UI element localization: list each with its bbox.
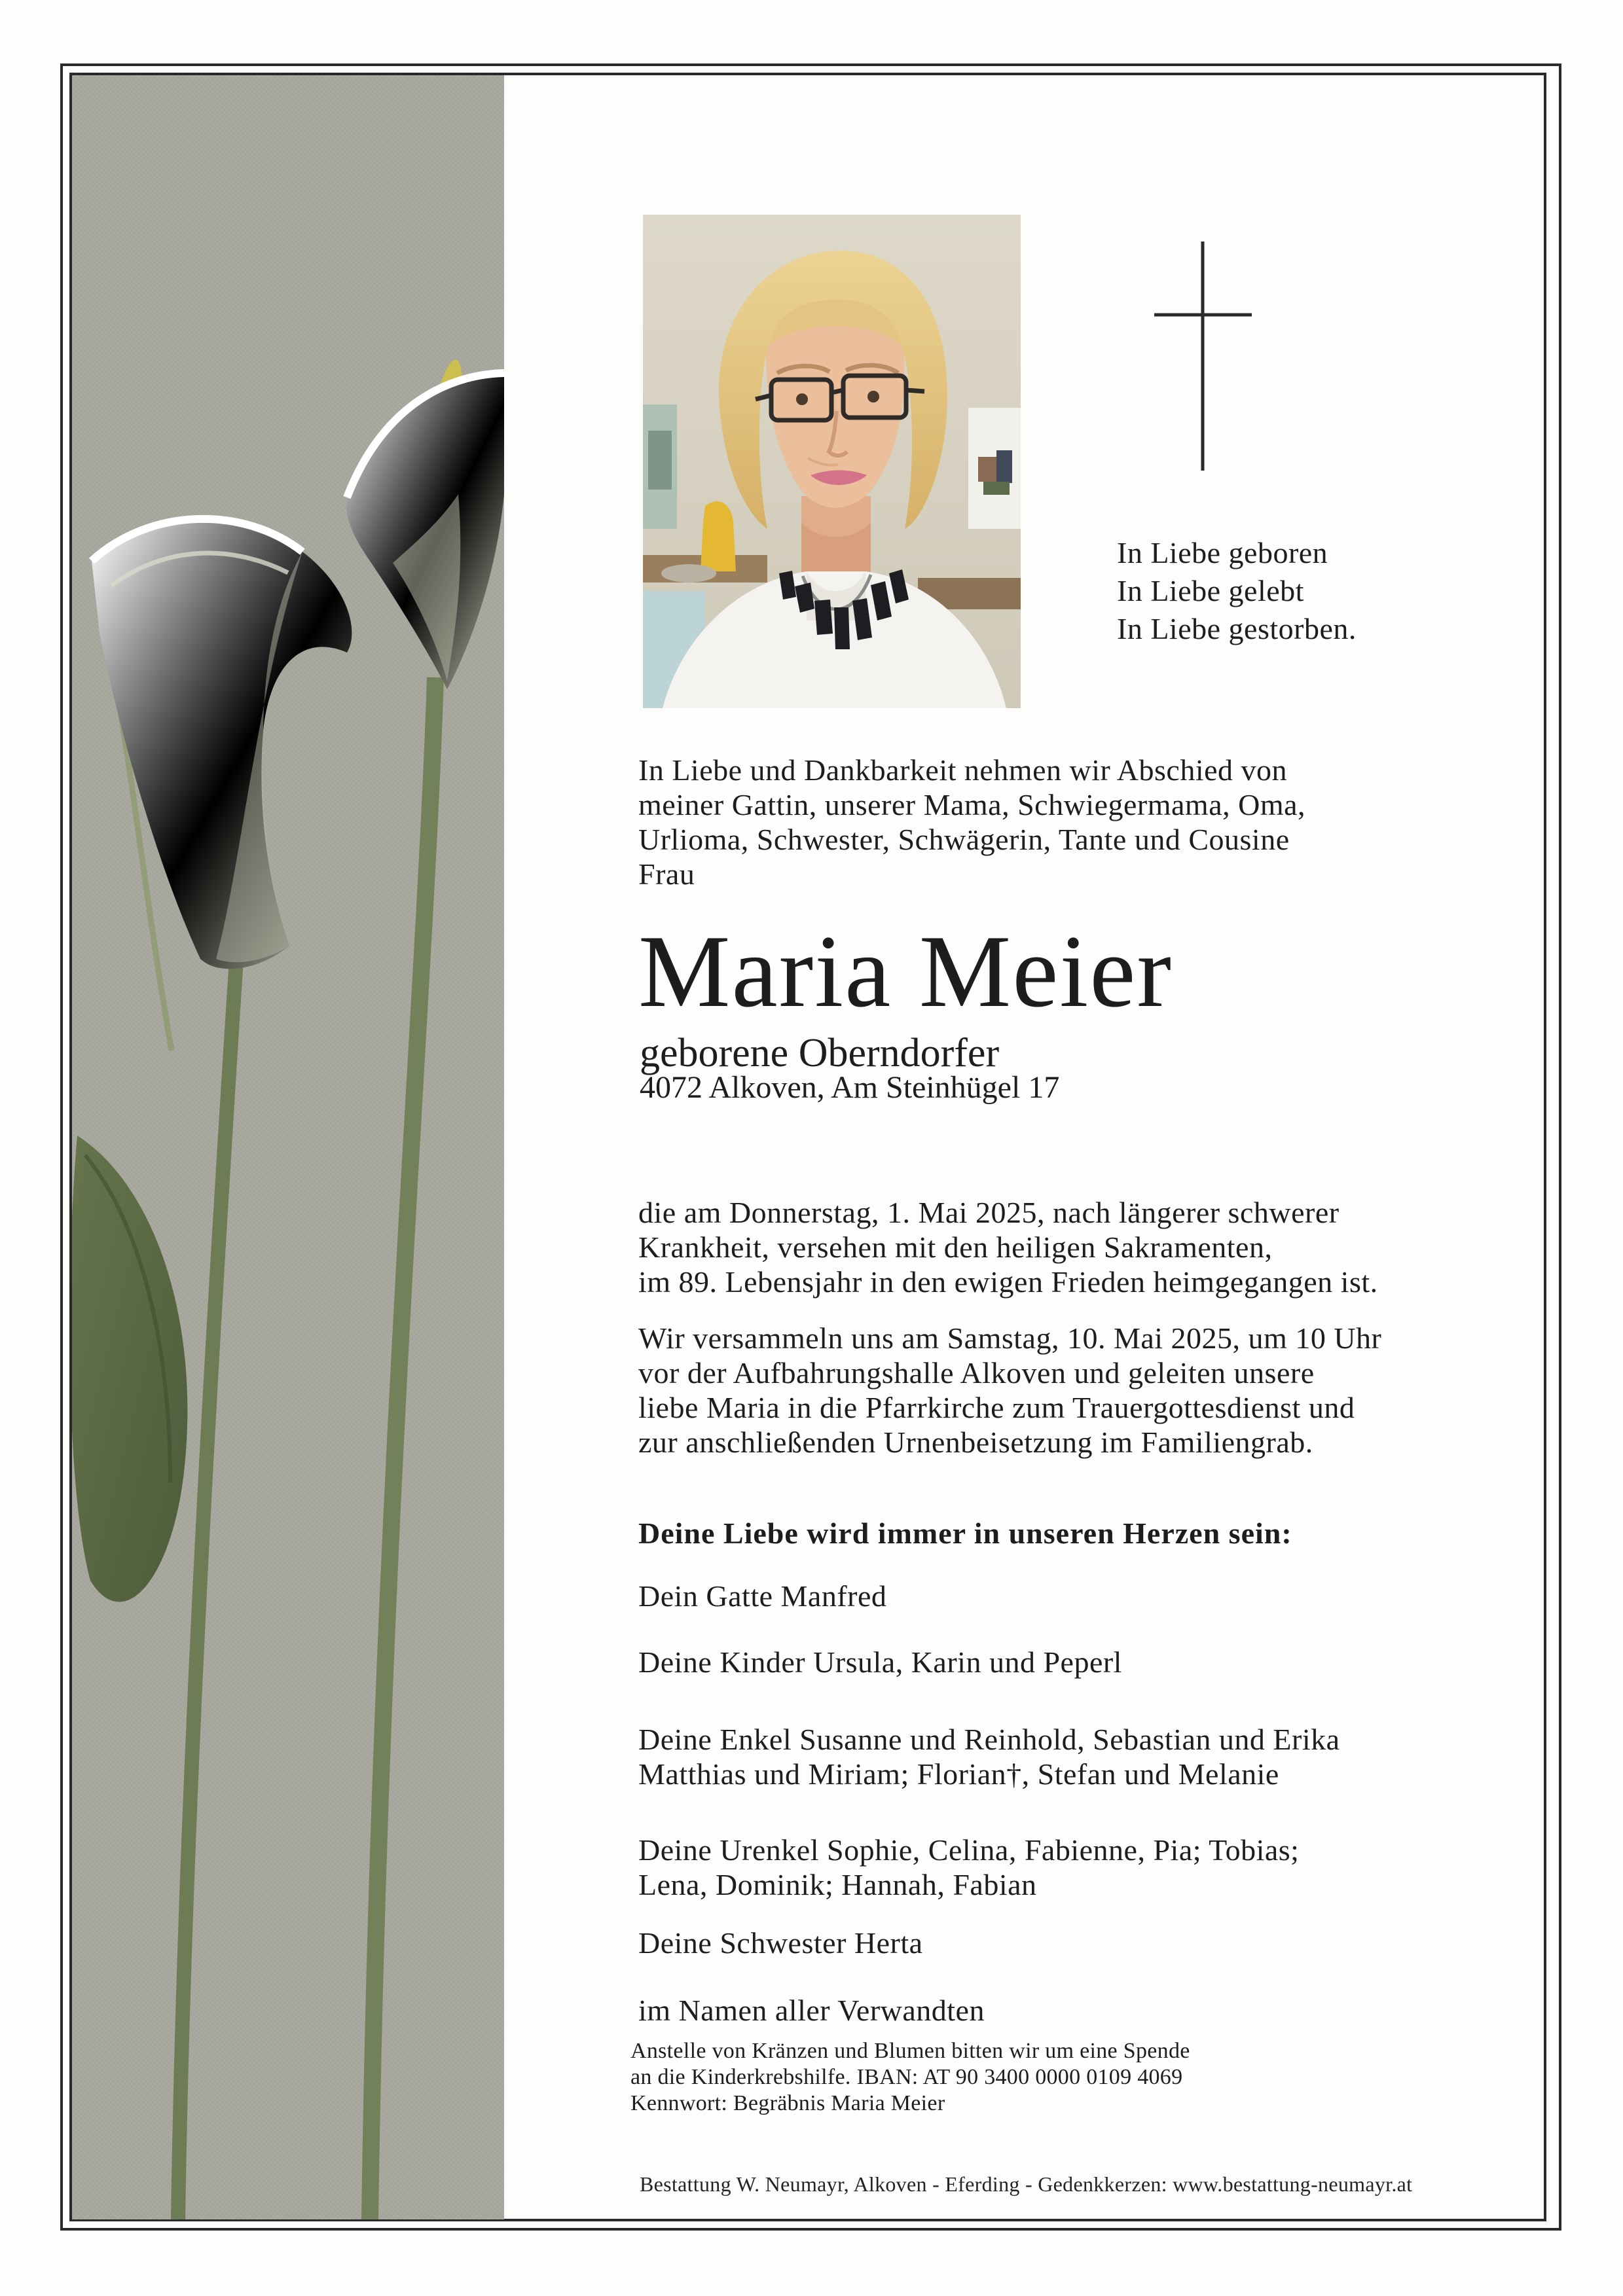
mourner-line-grandchildren-cont: Matthias und Miriam; Florian†, Stefan und Melanie	[638, 1757, 1279, 1791]
donation-line: Kennwort: Begräbnis Maria Meier	[630, 2091, 945, 2115]
portrait-photo-icon	[643, 215, 1021, 708]
tribute-heading: Deine Liebe wird immer in unseren Herzen sein:	[638, 1516, 1292, 1550]
intro-line: In Liebe und Dankbarkeit nehmen wir Abschied von	[638, 753, 1288, 787]
funeral-line: liebe Maria in die Pfarrkirche zum Trauergottesdienst und	[638, 1391, 1355, 1424]
donation-line: an die Kinderkrebshilfe. IBAN: AT 90 3400 0000 0109 4069	[630, 2065, 1183, 2089]
portrait-photo	[643, 215, 1021, 708]
calla-lilies-icon	[72, 75, 504, 2219]
donation-note	[630, 2038, 1190, 2117]
funeral-line: Wir versammeln uns am Samstag, 10. Mai 2025, um 10 Uhr	[638, 1321, 1382, 1355]
intro-line: Urlioma, Schwester, Schwägerin, Tante und Cousine	[638, 823, 1290, 856]
mourner-line-children: Deine Kinder Ursula, Karin und Peperl	[638, 1645, 1122, 1679]
deceased-name: Maria Meier	[638, 914, 1173, 1029]
calla-lilies-panel	[72, 75, 504, 2219]
mourner-line-sister: Deine Schwester Herta	[638, 1926, 923, 1960]
death-notice-line: die am Donnerstag, 1. Mai 2025, nach längerer schwerer	[638, 1196, 1340, 1229]
mourner-line-grandchildren: Deine Enkel Susanne und Reinhold, Sebastian und Erika	[638, 1723, 1340, 1756]
funeral-paragraph	[638, 1321, 1381, 1460]
death-notice-paragraph	[638, 1195, 1378, 1299]
memorial-verse	[1117, 534, 1357, 648]
mourner-line-husband: Dein Gatte Manfred	[638, 1579, 887, 1613]
maiden-name: geborene Oberndorfer	[640, 1031, 1000, 1075]
intro-line: meiner Gattin, unserer Mama, Schwiegermama, Oma,	[638, 788, 1306, 821]
mourner-line-great-grandchildren: Deine Urenkel Sophie, Celina, Fabienne, Pia; Tobias;	[638, 1833, 1300, 1867]
intro-line: Frau	[638, 857, 695, 891]
memorial-line: In Liebe gelebt	[1117, 574, 1304, 607]
mourner-line-relatives: im Namen aller Verwandten	[638, 1994, 985, 2027]
intro-paragraph	[638, 753, 1305, 891]
funeral-home-footer: Bestattung W. Neumayr, Alkoven - Eferding - Gedenkkerzen: www.bestattung-neumayr.at	[640, 2172, 1413, 2196]
death-notice-line: im 89. Lebensjahr in den ewigen Frieden heimgegangen ist.	[638, 1265, 1378, 1299]
deceased-address: 4072 Alkoven, Am Steinhügel 17	[640, 1070, 1060, 1105]
death-notice-line: Krankheit, versehen mit den heiligen Sakramenten,	[638, 1230, 1273, 1264]
memorial-line: In Liebe geboren	[1117, 536, 1328, 569]
memorial-line: In Liebe gestorben.	[1117, 612, 1357, 645]
funeral-line: vor der Aufbahrungshalle Alkoven und geleiten unsere	[638, 1356, 1315, 1390]
funeral-line: zur anschließenden Urnenbeisetzung im Familiengrab.	[638, 1426, 1313, 1459]
donation-line: Anstelle von Kränzen und Blumen bitten wir um eine Spende	[630, 2039, 1190, 2063]
cross-icon	[1150, 238, 1255, 473]
mourner-line-great-grandchildren-cont: Lena, Dominik; Hannah, Fabian	[638, 1868, 1037, 1901]
